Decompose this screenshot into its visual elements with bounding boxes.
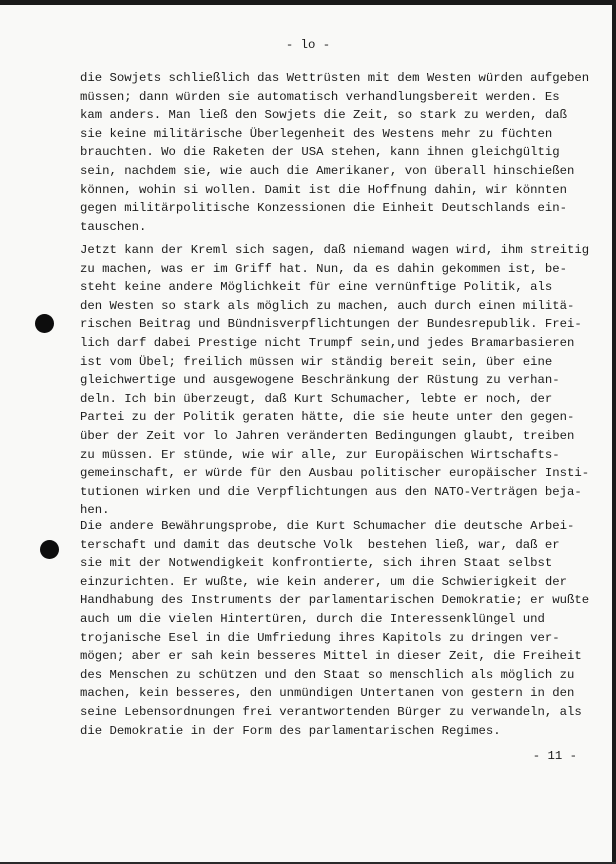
text-line: gegen militärpolitische Konzessionen die Einheit Deutschlands ein-	[80, 201, 568, 216]
text-line: tutionen wirken und die Verpflichtungen aus den NATO-Verträgen beja-	[80, 484, 582, 499]
scan-edge-right	[612, 0, 616, 864]
text-line: seine Lebensordnungen frei verantwortenden Bürger zu verwandeln, als	[80, 704, 582, 719]
scan-edge-top	[0, 0, 616, 5]
text-line: die Demokratie in der Form des parlamentarischen Regimes.	[80, 723, 501, 738]
text-line: gemeinschaft, er würde für den Ausbau politischer europäischer Insti-	[80, 466, 590, 481]
punch-hole-lower	[40, 540, 59, 559]
text-line: rischen Beitrag und Bündnisverpflichtungen der Bundesrepublik. Frei-	[80, 317, 582, 332]
text-line: machen, kein besseres, den unmündigen Untertanen von gestern in den	[80, 686, 575, 701]
text-line: gleichwertige und ausgewogene Beschränkung der Rüstung zu verhan-	[80, 373, 560, 388]
text-line: Handhabung des Instruments der parlamentarischen Demokratie; er wußte	[80, 593, 590, 608]
text-line: den Westen so stark als möglich zu machen, auch durch einen militä-	[80, 298, 575, 313]
text-line: sein, nachdem sie, wie auch die Amerikaner, von überall hinschießen	[80, 163, 575, 178]
text-line: Jetzt kann der Kreml sich sagen, daß niemand wagen wird, ihm streitig	[80, 243, 590, 257]
page-number: - lo -	[285, 38, 331, 52]
paragraph-2	[80, 241, 589, 520]
text-line: die Sowjets schließlich das Wettrüsten mit dem Westen würden aufgeben	[80, 71, 590, 85]
text-line: hen.	[80, 503, 110, 518]
text-line: des Menschen zu schützen und den Staat so menschlich als möglich zu	[80, 667, 575, 682]
text-line: einzurichten. Er wußte, wie kein anderer, um die Schwierigkeit der	[80, 574, 568, 589]
text-line: sie keine militärische Überlegenheit des Westens mehr zu füchten	[80, 126, 553, 141]
paragraph-3	[80, 517, 589, 740]
next-page-marker: - 11 -	[532, 749, 577, 763]
text-line: mögen; aber er sah kein besseres Mittel in dieser Zeit, die Freiheit	[80, 649, 582, 664]
text-line: Partei zu der Politik geraten hätte, die sie heute unter den gegen-	[80, 410, 575, 425]
text-line: steht keine andere Möglichkeit für eine vernünftige Politik, als	[80, 280, 553, 295]
text-line: können, wohin si wollen. Damit ist die Hoffnung dahin, wir könnten	[80, 182, 568, 197]
text-line: kam anders. Man ließ den Sowjets die Zeit, so stark zu werden, daß	[80, 108, 568, 123]
text-line: zu müssen. Er stünde, wie wir alle, zur Europäischen Wirtschafts-	[80, 447, 560, 462]
text-line: tauschen.	[80, 219, 147, 234]
text-line: Die andere Bewährungsprobe, die Kurt Schumacher die deutsche Arbei-	[80, 519, 575, 533]
text-line: lich darf dabei Prestige nicht Trumpf sein,und jedes Bramarbasieren	[80, 335, 575, 350]
text-line: ist vom Übel; freilich müssen wir ständig bereit sein, über eine	[80, 354, 553, 369]
punch-hole-upper	[35, 314, 54, 333]
text-line: zu machen, was er im Griff hat. Nun, da es dahin gekommen ist, be-	[80, 261, 568, 276]
text-line: brauchten. Wo die Raketen der USA stehen, kann ihnen gleichgültig	[80, 145, 560, 160]
text-line: sie mit der Notwendigkeit konfrontierte, sich ihren Staat selbst	[80, 556, 553, 571]
text-line: über der Zeit vor lo Jahren veränderten Bedingungen glaubt, treiben	[80, 428, 575, 443]
paragraph-1	[80, 69, 589, 236]
text-line: müssen; dann würden sie automatisch verhandlungsbereit werden. Es	[80, 89, 560, 104]
text-line: terschaft und damit das deutsche Volk bestehen ließ, war, daß er	[80, 537, 560, 552]
text-line: trojanische Esel in die Umfriedung ihres Kapitols zu dringen ver-	[80, 630, 560, 645]
text-line: deln. Ich bin überzeugt, daß Kurt Schumacher, lebte er noch, der	[80, 391, 553, 406]
text-line: auch um die vielen Hintertüren, durch die Interessenklüngel und	[80, 611, 545, 626]
